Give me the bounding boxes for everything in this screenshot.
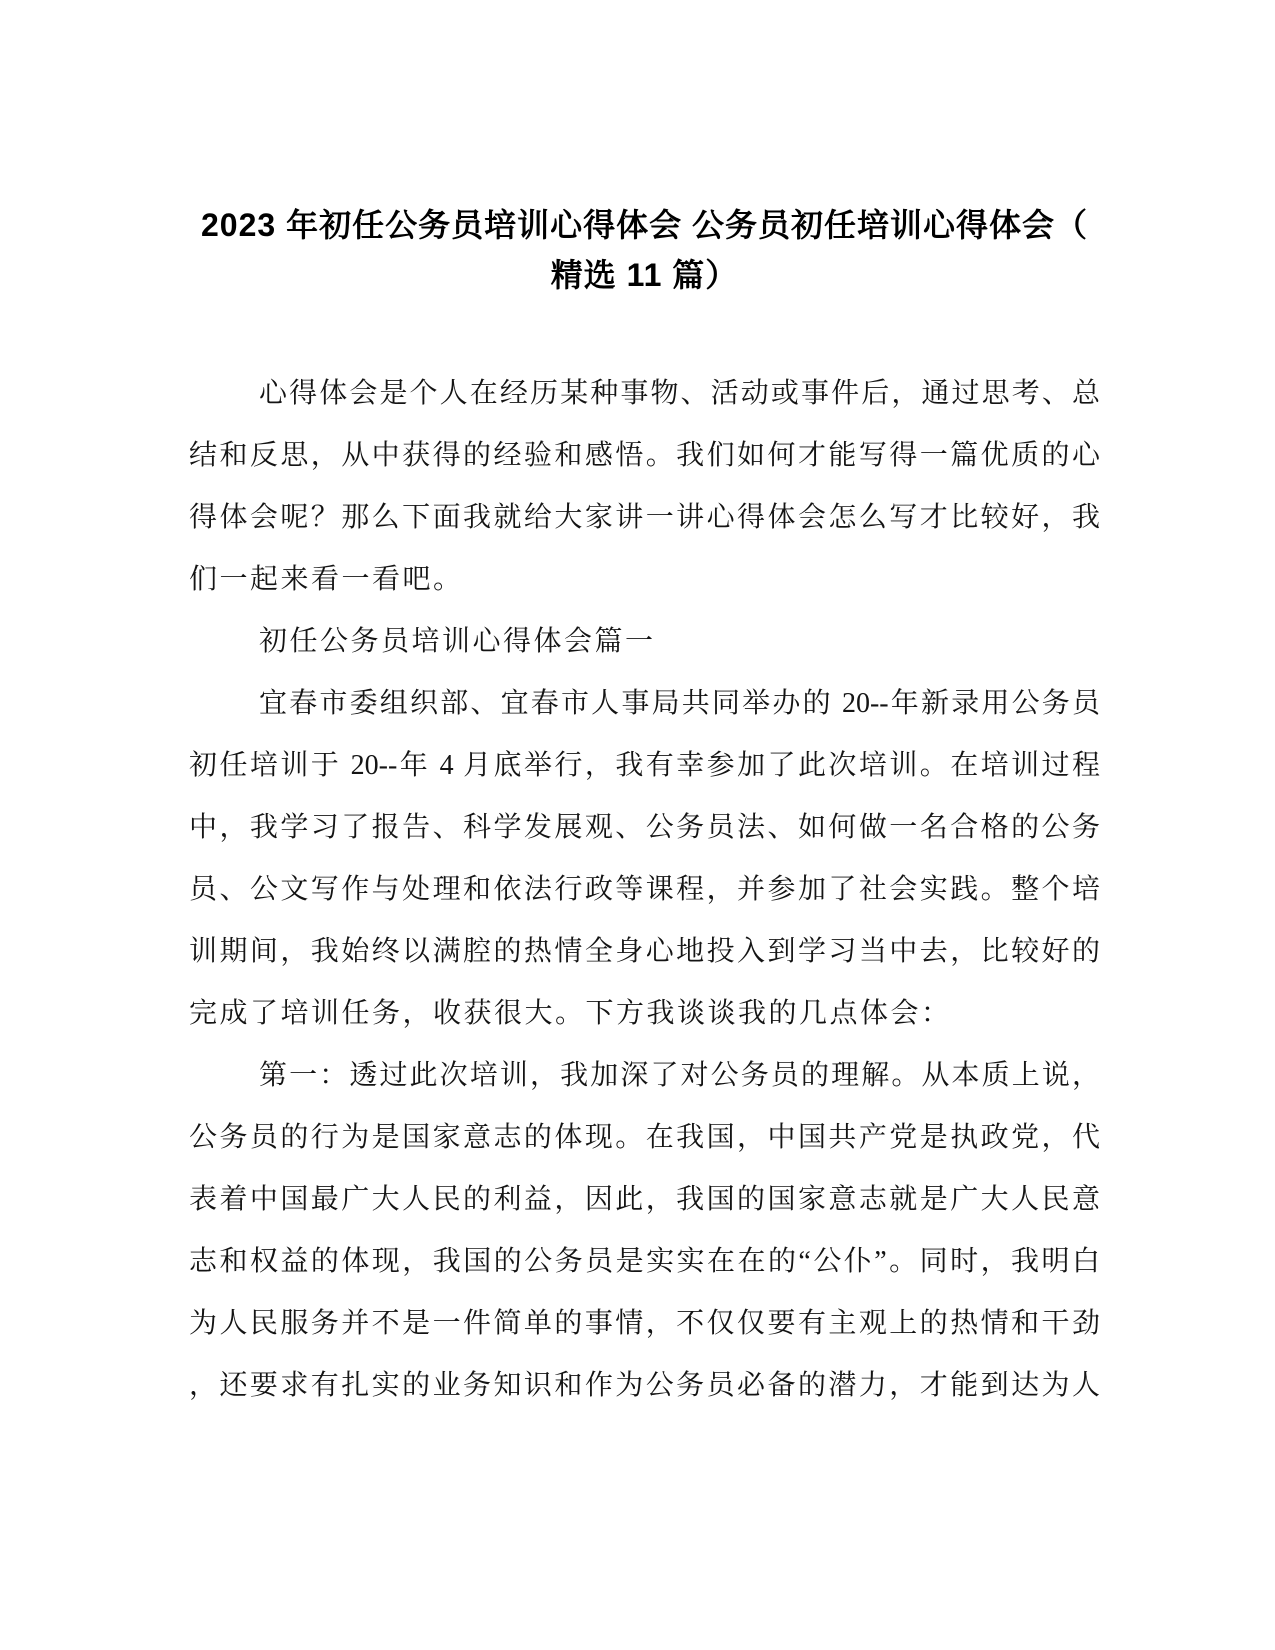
- body-line: 完成了培训任务，收获很大。下方我谈谈我的几点体会：: [189, 998, 952, 1029]
- body-line: 结和反思，从中获得的经验和感悟。我们如何才能写得一篇优质的心: [189, 440, 1100, 471]
- document-body: [189, 363, 1100, 1417]
- body-line: 表着中国最广大人民的利益，因此，我国的国家意志就是广大人民意: [189, 1184, 1100, 1215]
- body-line: 初任公务员培训心得体会篇一: [259, 626, 656, 657]
- document-title: [189, 200, 1100, 300]
- body-line: 心得体会是个人在经历某种事物、活动或事件后，通过思考、总: [259, 378, 1100, 409]
- body-line: 训期间，我始终以满腔的热情全身心地投入到学习当中去，比较好的: [189, 936, 1100, 967]
- body-line: 得体会呢？那么下面我就给大家讲一讲心得体会怎么写才比较好，我: [189, 502, 1100, 533]
- body-line: 中，我学习了报告、科学发展观、公务员法、如何做一名合格的公务: [189, 812, 1100, 843]
- body-line: 志和权益的体现，我国的公务员是实实在在的“公仆”。同时，我明白: [189, 1246, 1100, 1277]
- body-line: 初任培训于 20--年 4 月底举行，我有幸参加了此次培训。在培训过程: [189, 750, 1100, 781]
- body-line: 们一起来看一看吧。: [189, 564, 464, 595]
- body-line: 宜春市委组织部、宜春市人事局共同举办的 20--年新录用公务员: [259, 688, 1100, 719]
- document-title-line1: 2023 年初任公务员培训心得体会 公务员初任培训心得体会（: [201, 207, 1088, 243]
- body-line: 为人民服务并不是一件简单的事情，不仅仅要有主观上的热情和干劲: [189, 1308, 1100, 1339]
- body-line: ，还要求有扎实的业务知识和作为公务员必备的潜力，才能到达为人: [189, 1370, 1100, 1401]
- document-title-line2: 精选 11 篇）: [550, 257, 739, 293]
- body-line: 公务员的行为是国家意志的体现。在我国，中国共产党是执政党，代: [189, 1122, 1100, 1153]
- body-line: 员、公文写作与处理和依法行政等课程，并参加了社会实践。整个培: [189, 874, 1100, 905]
- body-line: 第一：透过此次培训，我加深了对公务员的理解。从本质上说，: [259, 1060, 1100, 1091]
